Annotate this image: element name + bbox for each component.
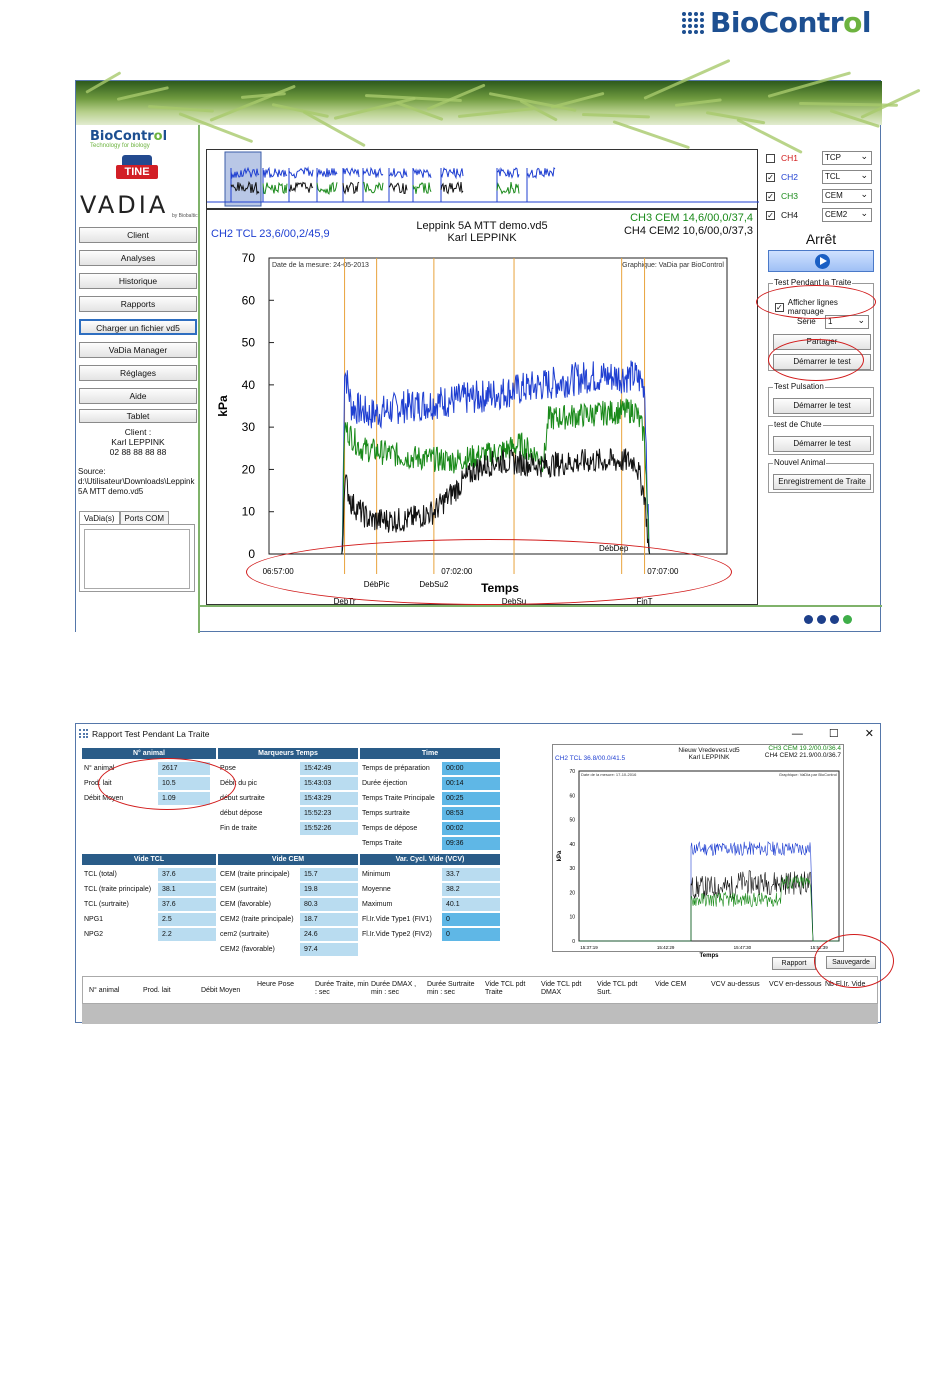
pulsation-start-button[interactable]: Démarrer le test [773, 398, 871, 414]
x-tick-label: 07:07:00 [647, 567, 679, 576]
overview-trace [317, 168, 337, 178]
chart-ch2-label: CH2 TCL 23,6/00,2/45,9 [211, 228, 330, 240]
nav-reglages-button[interactable]: Réglages [79, 365, 197, 381]
y-tick-label: 60 [241, 293, 255, 308]
channel-1-checkbox[interactable]: CH1 [766, 151, 798, 165]
vcv-value: 0 [442, 928, 500, 941]
device-list[interactable] [84, 529, 190, 589]
plot-frame [269, 258, 727, 554]
overview-trace [413, 168, 431, 178]
overview-trace [441, 182, 463, 193]
mini-chart [552, 744, 844, 959]
column-header[interactable]: Vide TCL pdt Surt. [597, 981, 638, 996]
marker-value: 15:42:49 [300, 762, 358, 775]
vcv-label: Minimum [362, 871, 391, 878]
cem-value: 24.6 [300, 928, 358, 941]
nav-client-button[interactable]: Client [79, 227, 197, 243]
graph-credit: Graphique: VaDia par BioControl [622, 262, 724, 269]
vcv-label: Fl.Ir.Vide Type1 (FIV1) [362, 916, 432, 923]
mini-x-tick: 15:37:19 [580, 945, 598, 950]
column-header[interactable]: Durée Surtraite min : sec [427, 981, 475, 996]
cem-label: CEM (traite principale) [220, 871, 290, 878]
time-value: 00:14 [442, 777, 500, 790]
nav-historique-button[interactable]: Historique [79, 273, 197, 289]
page-dots[interactable] [804, 615, 852, 624]
channel-4-select[interactable]: CEM2 ⌄ [822, 208, 872, 222]
marker-value: 15:43:03 [300, 777, 358, 790]
chart-plot [207, 210, 759, 606]
measurement-date: Date de la mesure: 24-05-2013 [272, 262, 369, 269]
group-nouvel-animal: Nouvel Animal Enregistrement de Traite [768, 463, 874, 493]
animal-value: 2617 [158, 762, 210, 775]
column-header[interactable]: Heure Pose [257, 981, 294, 988]
share-button[interactable]: Partager [773, 334, 871, 350]
overview-strip[interactable] [206, 149, 758, 209]
nav-load-vd5-button[interactable]: Charger un fichier vd5 [79, 319, 197, 335]
group-pulsation: Test Pulsation Démarrer le test [768, 387, 874, 417]
marker-label: Débit du pic [220, 780, 257, 787]
column-header[interactable]: Nb Fl.Ir. Vide [825, 981, 866, 988]
channel-3-select[interactable]: CEM ⌄ [822, 189, 872, 203]
sidebar-logo: BioControl [90, 129, 168, 144]
show-markers-checkbox[interactable]: ✓ Afficher lignes marquage [776, 298, 838, 316]
y-axis-label: kPa [216, 395, 230, 417]
mini-x-tick: 15:42:29 [656, 945, 675, 950]
mini-frame [579, 771, 839, 941]
start-test-button[interactable]: Démarrer le test [773, 354, 871, 370]
time-value: 09:36 [442, 837, 500, 850]
time-value: 00:00 [442, 762, 500, 775]
column-header[interactable]: VCV au-dessus [711, 981, 760, 988]
mini-y-tick: 30 [569, 866, 575, 873]
overview-plot [207, 150, 759, 210]
nav-rapports-button[interactable]: Rapports [79, 296, 197, 312]
cem-label: CEM2 (favorable) [220, 946, 275, 953]
maximize-icon[interactable]: ☐ [828, 728, 839, 740]
mini-x-tick: 15:47:30 [733, 945, 752, 950]
column-header[interactable]: Vide CEM [655, 981, 687, 988]
overview-trace [343, 169, 359, 178]
logo-text: BioControl [710, 6, 871, 39]
cem-label: CEM2 (traite principale) [220, 916, 294, 923]
overview-trace [263, 168, 287, 177]
tcl-label: TCL (traite principale) [84, 886, 152, 893]
cem-label: CEM (surtraite) [220, 886, 268, 893]
overview-trace [497, 168, 519, 177]
channel-4-checkbox[interactable]: ✓ CH4 [767, 210, 799, 220]
tcl-value: 37.6 [158, 898, 216, 911]
mini-y-tick: 40 [569, 841, 575, 848]
client-info: Client : Karl LEPPINK 02 88 88 88 88 [109, 427, 167, 457]
column-header[interactable]: Durée DMAX , min : sec [371, 981, 417, 996]
chute-start-button[interactable]: Démarrer le test [773, 436, 871, 452]
sidebar-tabs [79, 511, 169, 525]
cem-value: 97.4 [300, 943, 358, 956]
column-header[interactable]: Vide TCL pdt DMAX [541, 981, 582, 996]
y-tick-label: 20 [241, 462, 255, 477]
mini-graph-credit: Graphique: VaDia par BioControl [778, 772, 837, 777]
column-header[interactable]: VCV en-dessous [769, 981, 822, 988]
marker-label: DebSu2 [419, 580, 449, 589]
mini-x-label: Temps [699, 953, 719, 959]
mini-title: Nieuw Vredevest.vd5 Karl LEPPINK [678, 747, 740, 761]
overview-trace [363, 168, 383, 177]
tcl-label: NPG1 [84, 916, 104, 923]
overview-trace [497, 182, 519, 193]
nav-analyses-button[interactable]: Analyses [79, 250, 197, 266]
time-label: Temps de préparation [362, 765, 430, 772]
marker-label: DebSu [501, 597, 527, 606]
y-tick-label: 40 [241, 377, 255, 392]
head-time: Time [360, 748, 500, 759]
serie-label: Série [797, 317, 816, 326]
series-ch3-cem [269, 399, 727, 554]
mini-right-labels: CH3 CEM 19.2/00.0/36.4 CH4 CEM2 21.9/00.0/36.7 [764, 745, 841, 759]
animal-label: Prod. lait [84, 780, 112, 787]
tcl-label: TCL (surtraite) [84, 901, 129, 908]
series-ch4-cem2 [269, 449, 727, 555]
tab-vadias[interactable]: VaDia(s) [79, 511, 120, 525]
channel-2-select[interactable]: TCL ⌄ [822, 170, 872, 184]
logo-dots-icon [682, 12, 704, 34]
mini-y-label: kPa [557, 850, 563, 862]
report-window [75, 723, 881, 1023]
biocontrol-logo [682, 6, 871, 39]
y-tick-label: 0 [248, 547, 255, 561]
head-markers: Marqueurs Temps [218, 748, 358, 759]
overview-trace [289, 168, 313, 178]
tine-logo: TINE [116, 155, 158, 183]
tcl-label: TCL (total) [84, 871, 117, 878]
column-header[interactable]: Durée Traite, min : sec [315, 981, 369, 996]
time-label: Temps de dépose [362, 825, 418, 832]
vcv-label: Fl.Ir.Vide Type2 (FIV2) [362, 931, 432, 938]
time-label: Temps Traite [362, 840, 403, 847]
marker-value: 15:52:23 [300, 807, 358, 820]
sidebar [76, 125, 200, 633]
y-tick-label: 30 [241, 420, 255, 435]
channel-3-checkbox[interactable]: ✓ CH3 [767, 191, 799, 201]
column-header[interactable]: Prod. lait [143, 987, 171, 994]
vcv-label: Maximum [362, 901, 393, 908]
marker-value: 15:52:26 [300, 822, 358, 835]
marker-label: DébDep [598, 544, 629, 553]
vcv-label: Moyenne [362, 886, 391, 893]
y-tick-label: 70 [241, 251, 255, 265]
sidebar-tagline: Technology for biology [90, 143, 150, 149]
tab-ports-com[interactable]: Ports COM [120, 511, 170, 525]
tcl-label: NPG2 [84, 931, 104, 938]
column-header[interactable]: Débit Moyen [201, 987, 241, 994]
group-chute: test de Chute Démarrer le test [768, 425, 874, 455]
overview-trace [389, 168, 407, 177]
minimize-icon[interactable]: — [791, 728, 803, 740]
channel-2-checkbox[interactable]: ✓ CH2 [767, 172, 799, 182]
save-button[interactable]: Sauvegarde [826, 956, 876, 969]
x-tick-label: 07:02:00 [441, 567, 473, 576]
mini-date: Date de la mesure: 17-10-2016 [581, 772, 637, 777]
vadia-logo: VADIA [80, 191, 169, 219]
column-header[interactable]: N° animal [89, 987, 120, 994]
tcl-value: 37.6 [158, 868, 216, 881]
vcv-value: 40.1 [442, 898, 500, 911]
app-icon [79, 729, 89, 739]
animal-label: N° animal [84, 765, 115, 772]
results-grid-header [82, 976, 878, 1004]
tcl-value: 2.5 [158, 913, 216, 926]
animal-label: Débit Moyen [84, 795, 124, 802]
overview-trace [363, 182, 383, 193]
animal-value: 1.09 [158, 792, 210, 805]
cem-label: cem2 (surtraite) [220, 931, 270, 938]
time-value: 00:25 [442, 792, 500, 805]
mini-plot [553, 745, 845, 959]
marker-label: Pose [220, 765, 236, 772]
marker-label: Fin de traite [220, 825, 257, 832]
cem-value: 15.7 [300, 868, 358, 881]
play-icon [815, 254, 830, 269]
right-panel [764, 149, 878, 599]
nav-aide-button[interactable]: Aide [79, 388, 197, 404]
close-icon[interactable]: ✕ [864, 728, 874, 740]
tab-panel [79, 524, 195, 592]
cem-value: 18.7 [300, 913, 358, 926]
column-header[interactable]: Vide TCL pdt Traite [485, 981, 526, 996]
overview-trace [343, 182, 359, 193]
cem-value: 80.3 [300, 898, 358, 911]
play-button[interactable] [768, 250, 874, 272]
vcv-value: 38.2 [442, 883, 500, 896]
time-label: Temps surtraite [362, 810, 410, 817]
report-title: Rapport Test Pendant La Traite [92, 729, 210, 739]
mini-y-tick: 0 [572, 939, 575, 945]
marker-label: DebTr [333, 597, 356, 606]
x-tick-label: 06:57:00 [262, 567, 294, 576]
mini-ch2-label: CH2 TCL 36.8/00.0/41.5 [555, 755, 626, 762]
mini-y-tick: 70 [569, 769, 575, 775]
results-grid-body[interactable] [82, 1004, 878, 1024]
record-milking-button[interactable]: Enregistrement de Traite [773, 474, 871, 490]
grass-banner [76, 81, 882, 125]
report-titlebar [76, 724, 882, 744]
marker-label: DébPic [363, 580, 390, 589]
status-label: Arrêt [805, 231, 837, 247]
marker-label: FinT [636, 597, 653, 606]
overview-selection [225, 152, 261, 206]
head-vcv: Var. Cycl. Vide (VCV) [360, 854, 500, 865]
head-cem: Vide CEM [218, 854, 358, 865]
head-animal: N° animal [82, 748, 216, 759]
overview-trace [263, 183, 287, 194]
marker-label: début surtraite [220, 795, 265, 802]
group-test-traite: Test Pendant la Traite ✓ Afficher lignes marquage Série 1 ⌄ Partager Démarrer le test [768, 283, 874, 371]
vadia-main-window [75, 80, 881, 632]
nav-tablet-button[interactable]: Tablet [79, 409, 197, 423]
tcl-value: 2.2 [158, 928, 216, 941]
overview-trace [389, 183, 407, 193]
time-value: 00:02 [442, 822, 500, 835]
mini-y-tick: 10 [569, 914, 575, 921]
nav-vadia-manager-button[interactable]: VaDia Manager [79, 342, 197, 358]
tcl-value: 38.1 [158, 883, 216, 896]
chart-right-labels: CH3 CEM 14,6/00,0/37,4 CH4 CEM2 10,6/00,0/37,3 [623, 212, 753, 237]
time-value: 08:53 [442, 807, 500, 820]
vcv-value: 33.7 [442, 868, 500, 881]
overview-trace [289, 183, 313, 193]
report-button[interactable]: Rapport [772, 957, 816, 970]
head-tcl: Vide TCL [82, 854, 216, 865]
overview-trace [317, 182, 337, 194]
cem-label: CEM (favorable) [220, 901, 271, 908]
vcv-value: 0 [442, 913, 500, 926]
time-label: Temps Traite Principale [362, 795, 435, 802]
main-chart [206, 209, 758, 605]
mini-x-tick: 15:52:39 [810, 945, 828, 950]
mini-y-tick: 50 [569, 817, 575, 824]
overview-trace [441, 168, 463, 177]
serie-select[interactable]: 1 ⌄ [825, 315, 869, 329]
mini-y-tick: 60 [569, 793, 575, 800]
x-axis-label: Temps [481, 581, 519, 595]
vadia-sub: by Biobaltic [172, 213, 198, 219]
overview-trace [527, 168, 555, 178]
animal-value: 10.5 [158, 777, 210, 790]
overview-trace [413, 183, 431, 194]
source-path: Source: d:\Utilisateur\Downloads\Leppink 5A MTT demo.vd5 [78, 467, 195, 496]
cem-value: 19.8 [300, 883, 358, 896]
y-tick-label: 10 [241, 504, 255, 519]
marker-value: 15:43:29 [300, 792, 358, 805]
y-tick-label: 50 [241, 335, 255, 350]
time-label: Durée éjection [362, 780, 408, 787]
mini-y-tick: 20 [569, 890, 575, 897]
channel-1-select[interactable]: TCP ⌄ [822, 151, 872, 165]
marker-label: début dépose [220, 810, 263, 817]
chart-title: Leppink 5A MTT demo.vd5 Karl LEPPINK [416, 220, 548, 244]
